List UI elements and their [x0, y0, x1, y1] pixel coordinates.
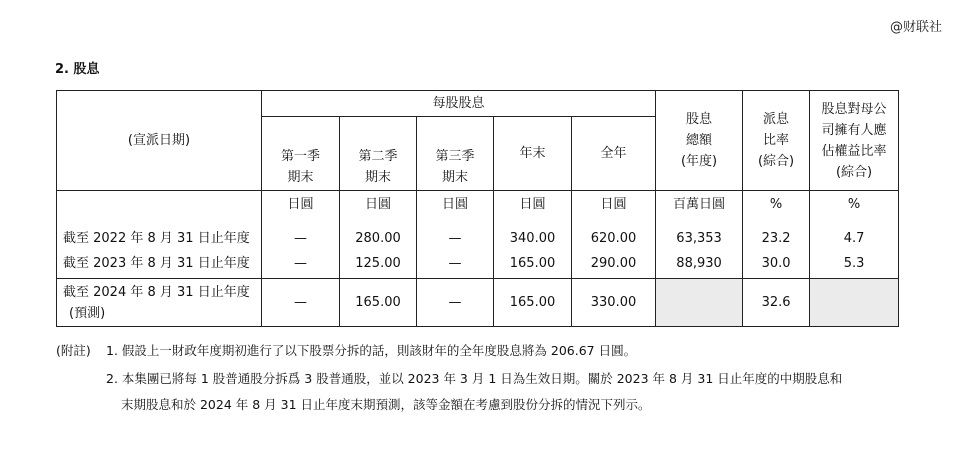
header-payout: 派息 比率 (綜合): [743, 91, 810, 191]
header-per-share-group: 每股股息: [262, 91, 656, 117]
row-label: 截至 2023 年 8 月 31 日止年度: [57, 249, 262, 279]
unit-full-year: 日圓: [572, 191, 656, 219]
header-ratio-parent: 股息對母公 司擁有人應 佔權益比率 (綜合): [810, 91, 899, 191]
section-title: 2. 股息: [55, 62, 100, 77]
cell-q2: 280.00: [340, 219, 417, 249]
header-q2: 第二季 期末: [340, 117, 417, 191]
cell-q2: 125.00: [340, 249, 417, 279]
cell-payout: 30.0: [743, 249, 810, 279]
cell-q1: —: [262, 219, 340, 249]
dividend-table: [56, 90, 899, 327]
unit-total: 百萬日圓: [656, 191, 743, 219]
unit-q2: 日圓: [340, 191, 417, 219]
unit-payout: %: [743, 191, 810, 219]
cell-ratio: 5.3: [810, 249, 899, 279]
header-q1: 第一季 期末: [262, 117, 340, 191]
cell-year-end: 165.00: [494, 279, 572, 327]
cell-payout: 32.6: [743, 279, 810, 327]
note-2-line-1: 2. 本集團已將每 1 股普通股分拆爲 3 股普通股，並以 2023 年 3 月 1 日為生效日期。關於 2023 年 8 月 31 日止年度的中期股息和: [106, 371, 843, 386]
unit-q1: 日圓: [262, 191, 340, 219]
cell-year-end: 165.00: [494, 249, 572, 279]
table-row: [57, 219, 899, 249]
unit-q3: 日圓: [417, 191, 494, 219]
note-2-line-2: 末期股息和於 2024 年 8 月 31 日止年度末期預測，該等金額在考慮到股份分拆的情況下列示。: [121, 397, 651, 412]
cell-full-year: 330.00: [572, 279, 656, 327]
cell-total: 63,353: [656, 219, 743, 249]
cell-q2: 165.00: [340, 279, 417, 327]
cell-payout: 23.2: [743, 219, 810, 249]
cell-q1: —: [262, 279, 340, 327]
watermark: @财联社: [889, 20, 942, 35]
header-total: 股息 總額 (年度): [656, 91, 743, 191]
cell-year-end: 340.00: [494, 219, 572, 249]
cell-ratio-empty: [810, 279, 899, 327]
cell-ratio: 4.7: [810, 219, 899, 249]
table-row-forecast: [57, 279, 899, 327]
cell-q1: —: [262, 249, 340, 279]
header-q3: 第三季 期末: [417, 117, 494, 191]
unit-year-end: 日圓: [494, 191, 572, 219]
header-year-end: 年末: [494, 117, 572, 191]
cell-q3: —: [417, 279, 494, 327]
header-full-year: 全年: [572, 117, 656, 191]
forecast-label: 截至 2024 年 8 月 31 日止年度 (預測): [57, 279, 262, 327]
unit-ratio: %: [810, 191, 899, 219]
cell-full-year: 290.00: [572, 249, 656, 279]
units-blank: [57, 191, 262, 219]
table-row: [57, 249, 899, 279]
notes-prefix: (附註): [56, 343, 91, 358]
note-1: 1. 假設上一財政年度期初進行了以下股票分拆的話，則該財年的全年度股息將為 206.67 日圓。: [106, 343, 637, 358]
row-label: 截至 2022 年 8 月 31 日止年度: [57, 219, 262, 249]
header-date: (宣派日期): [57, 91, 262, 191]
cell-full-year: 620.00: [572, 219, 656, 249]
cell-q3: —: [417, 219, 494, 249]
cell-total: 88,930: [656, 249, 743, 279]
cell-total-empty: [656, 279, 743, 327]
cell-q3: —: [417, 249, 494, 279]
